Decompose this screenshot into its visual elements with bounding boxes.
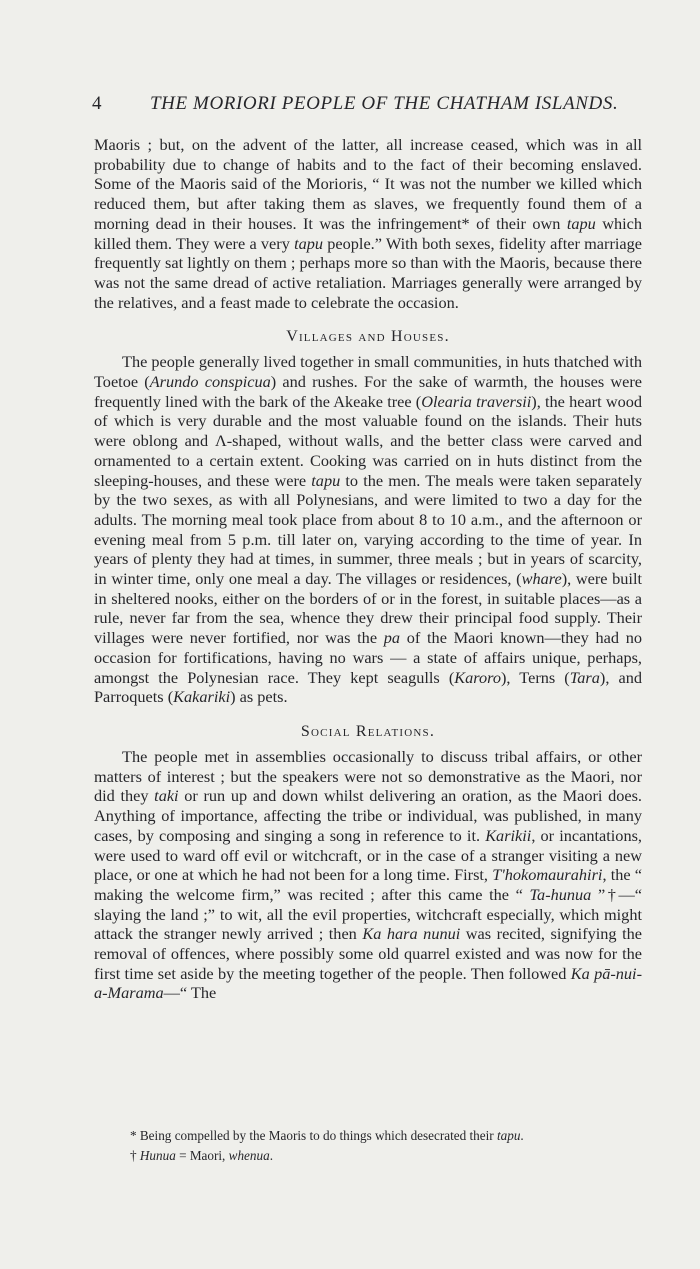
running-header [92,93,619,119]
text-run: to the men. The meals were taken separately by the two sexes, as with all Polynesians, and were limited to two a day for the adults. The morning meal took place from about 8 to 10 a.m., and the afternoon or evening meal from 5 p.m. till later on, varying according to the time of year. In years of plenty they had at times, in summer, three meals ; but in years of scarcity, in winter time, only one meal a day. The villages or residences, ( [94,470,642,589]
paragraph-marriage [94,135,642,312]
italic-term: tapu [311,470,341,490]
heading-social-relations: Social Relations. [300,722,436,740]
text-run: people.” With both sexes, fidelity after marriage frequently sat lightly on them ; perhaps more so than with the Maoris, because there was not the same dread of active retaliation. Marriages generally were arranged by the relatives, and a feast made to celebrate the occasion. [94,233,642,312]
italic-term: pa [383,628,401,648]
footnote-hunua [130,1146,650,1166]
paragraph-social-relations [94,747,642,1003]
italic-term: Hunua [139,1148,176,1163]
running-title: THE MORIORI PEOPLE OF THE CHATHAM ISLANDS. [150,93,619,114]
text-run: Maoris ; but, on the advent of the latter, all increase ceased, which was in all probability due to change of habits and to the fact of their becoming enslaved. Some of the Maoris said of the Morioris, “ It was not the number we killed which reduced them, but after taking them as slaves, we frequently found them of a morning dead in their houses. It was the infringement* of their own [94,135,642,233]
italic-term: Ka hara nunui [362,924,461,944]
italic-term: Ta-hunua [529,884,592,904]
italic-term: Ka pā-nui-a-Marama [94,963,642,1003]
text-run: which killed them. They were a very [94,213,643,253]
italic-term: whare [521,569,562,589]
text-run: * Being compelled by the Maoris to do things which desecrated their [130,1128,497,1143]
text-run: ”†—“ slaying the land ;” to wit, all the evil properties, witchcraft especially, which might attack the stranger newly arrived ; then [94,884,642,944]
page-body [94,135,642,1003]
paragraph-villages [94,352,642,707]
footnotes [130,1126,650,1166]
italic-term: Arundo conspicua [149,372,271,392]
italic-term: tapu [294,233,324,253]
italic-term: Karoro [454,667,502,687]
text-run: was recited, signifying the removal of offences, where possibly some old quarrel existed and was now for the first time set aside by the meeting together of the people. Then followed [94,924,642,983]
text-run: . [520,1128,524,1143]
text-run: † [130,1148,140,1163]
italic-term: tapu [496,1128,521,1143]
italic-term: Kakariki [173,687,231,707]
text-run: The people met in assemblies occasionally to discuss tribal affairs, or other matters of interest ; but the speakers were not so demonstrative as the Maori, nor did they [94,746,642,806]
italic-term: Tara [569,667,600,687]
text-run: The people generally lived together in small communities, in huts thatched with Toetoe ( [94,352,642,392]
page-number: 4 [92,93,102,114]
text-run: , or incantations, were used to ward off evil or witchcraft, or in the case of a stranger visiting a new place, or one at which he had not been for a long time. First, [94,825,642,885]
text-run: ) as pets. [230,687,288,707]
text-run: —“ The [163,983,217,1003]
text-run: ), and Parroquets ( [94,667,642,707]
text-run: ), Terns ( [501,667,570,687]
italic-term: Olearia traversii [421,391,532,411]
text-run: or run up and down whilst delivering an oration, as the Maori does. Anything of importance, affecting the tribe or individual, was published, in many cases, by composing and singing a song in reference to it. [94,786,642,845]
italic-term: Karikii [485,825,532,845]
footnote-tapu [130,1126,650,1146]
text-run: of the Maori known—they had no occasion for fortifications, having no wars — a state of affairs unique, perhaps, amongst the Polynesian race. They kept seagulls ( [94,628,642,687]
italic-term: tapu [566,213,596,233]
text-run: ) and rushes. For the sake of warmth, the houses were frequently lined with the bark of the Akeake tree ( [94,372,642,411]
text-run: , the “ making the welcome firm,” was recited ; after this came the “ [94,865,643,904]
italic-term: T'hokomaurahiri [492,865,603,885]
italic-term: whenua [228,1148,270,1163]
text-run: . [269,1148,273,1163]
text-run: = Maori, [175,1148,229,1163]
italic-term: taki [154,786,179,806]
text-run: ), were built in sheltered nooks, either on the borders of or in the forest, in suitable places—as a rule, never far from the sea, whence they drew their principal food supply. Their villages were never fortified, nor was the [94,569,642,648]
text-run: ), the heart wood of which is very durable and the most valuable found on the islands. Their huts were oblong and Λ-shaped, without walls, and the better class were carved and ornamented to a certain extent. Cooking was carried on in huts distinct from the sleeping-houses, and these were [94,391,643,490]
heading-villages-and-houses: Villages and Houses. [286,328,450,346]
